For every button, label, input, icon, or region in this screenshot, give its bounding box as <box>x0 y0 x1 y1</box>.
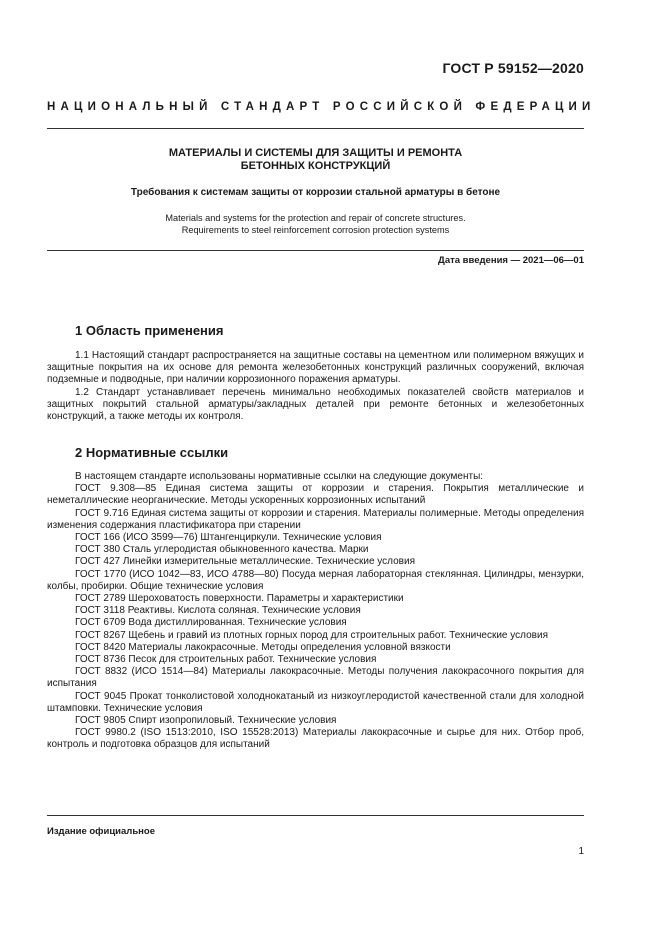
reference-item: ГОСТ 9805 Спирт изопропиловый. Технические условия <box>75 715 337 727</box>
reference-item: ГОСТ 166 (ИСО 3599—76) Штангенциркули. Технические условия <box>75 532 382 544</box>
page-number: 1 <box>578 846 584 857</box>
reference-item: ГОСТ 9.308—85 Единая система защиты от коррозии и старения. Покрытия металлические и неметаллические неорганические. Методы ускоренных коррозионных испытаний <box>47 483 584 507</box>
section-2-body <box>47 471 584 752</box>
english-title-line-1: Materials and systems for the protection and repair of concrete structures. <box>165 213 466 223</box>
reference-item: ГОСТ 427 Линейки измерительные металлические. Технические условия <box>75 556 415 568</box>
reference-item: ГОСТ 8736 Песок для строительных работ. Технические условия <box>75 654 377 666</box>
reference-item: ГОСТ 6709 Вода дистиллированная. Технические условия <box>75 617 347 629</box>
footer-divider <box>47 815 584 816</box>
reference-item: ГОСТ 9.716 Единая система защиты от коррозии и старения. Материалы полимерные. Методы определения изменения содержания пластификатора при старении <box>47 507 584 531</box>
reference-item: ГОСТ 9045 Прокат тонколистовой холоднокатаный из низкоуглеродистой качественной стали для холодной штамповки. Технические условия <box>47 690 584 714</box>
title-line-2: БЕТОННЫХ КОНСТРУКЦИЙ <box>240 160 391 172</box>
section-1-heading: 1 Область применения <box>75 323 224 338</box>
reference-item: ГОСТ 1770 (ИСО 1042—83, ИСО 4788—80) Посуда мерная лабораторная стеклянная. Цилиндры, мензурки, колбы, пробирки. Общие технические условия <box>47 568 584 592</box>
national-standard-banner: НАЦИОНАЛЬНЫЙ СТАНДАРТ РОССИЙСКОЙ ФЕДЕРАЦИИ <box>47 101 596 113</box>
reference-item: ГОСТ 8420 Материалы лакокрасочные. Методы определения условной вязкости <box>75 641 451 653</box>
english-title <box>47 212 584 236</box>
introduction-date: Дата введения — 2021—06—01 <box>438 255 584 266</box>
document-code: ГОСТ Р 59152—2020 <box>442 60 584 76</box>
document-subtitle: Требования к системам защиты от коррозии стальной арматуры в бетоне <box>130 187 501 198</box>
title-divider <box>47 250 584 251</box>
reference-item: ГОСТ 3118 Реактивы. Кислота соляная. Технические условия <box>75 605 361 617</box>
reference-item: В настоящем стандарте использованы нормативные ссылки на следующие документы: <box>75 471 484 482</box>
english-title-line-2: Requirements to steel reinforcement corrosion protection systems <box>181 225 450 235</box>
reference-item: ГОСТ 8832 (ИСО 1514—84) Материалы лакокрасочные. Методы получения лакокрасочного покрытия для испытания <box>47 666 584 690</box>
reference-item: ГОСТ 8267 Щебень и гравий из плотных горных пород для строительных работ. Технические условия <box>75 629 548 641</box>
official-edition-label: Издание официальное <box>47 826 155 837</box>
reference-item: ГОСТ 9980.2 (ISO 1513:2010, ISO 15528:2013) Материалы лакокрасочные и сырье для них. Отбор проб, контроль и подготовка образцов для испытаний <box>47 727 584 751</box>
title-line-1: МАТЕРИАЛЫ И СИСТЕМЫ ДЛЯ ЗАЩИТЫ И РЕМОНТА <box>168 147 463 159</box>
top-divider <box>47 128 584 129</box>
reference-item: ГОСТ 380 Сталь углеродистая обыкновенного качества. Марки <box>75 544 369 556</box>
reference-item: ГОСТ 2789 Шероховатость поверхности. Параметры и характеристики <box>75 593 404 605</box>
section-2-heading: 2 Нормативные ссылки <box>75 445 229 460</box>
document-title <box>47 147 584 173</box>
paragraph: 1.1 Настоящий стандарт распространяется на защитные составы на цементном или полимерном вяжущих и защитные покрытия на их основе для ремонта железобетонных конструкций различных сооружений, включая подземные и подводные, при наличии коррозионного поражения арматуры. <box>47 350 584 386</box>
section-1-body <box>47 350 584 423</box>
paragraph: 1.2 Стандарт устанавливает перечень минимально необходимых показателей свойств материалов и защитных покрытий стальной арматуры/закладных деталей при ремонте бетонных и железобетонных конструкций, а также методы их контроля. <box>47 386 584 423</box>
